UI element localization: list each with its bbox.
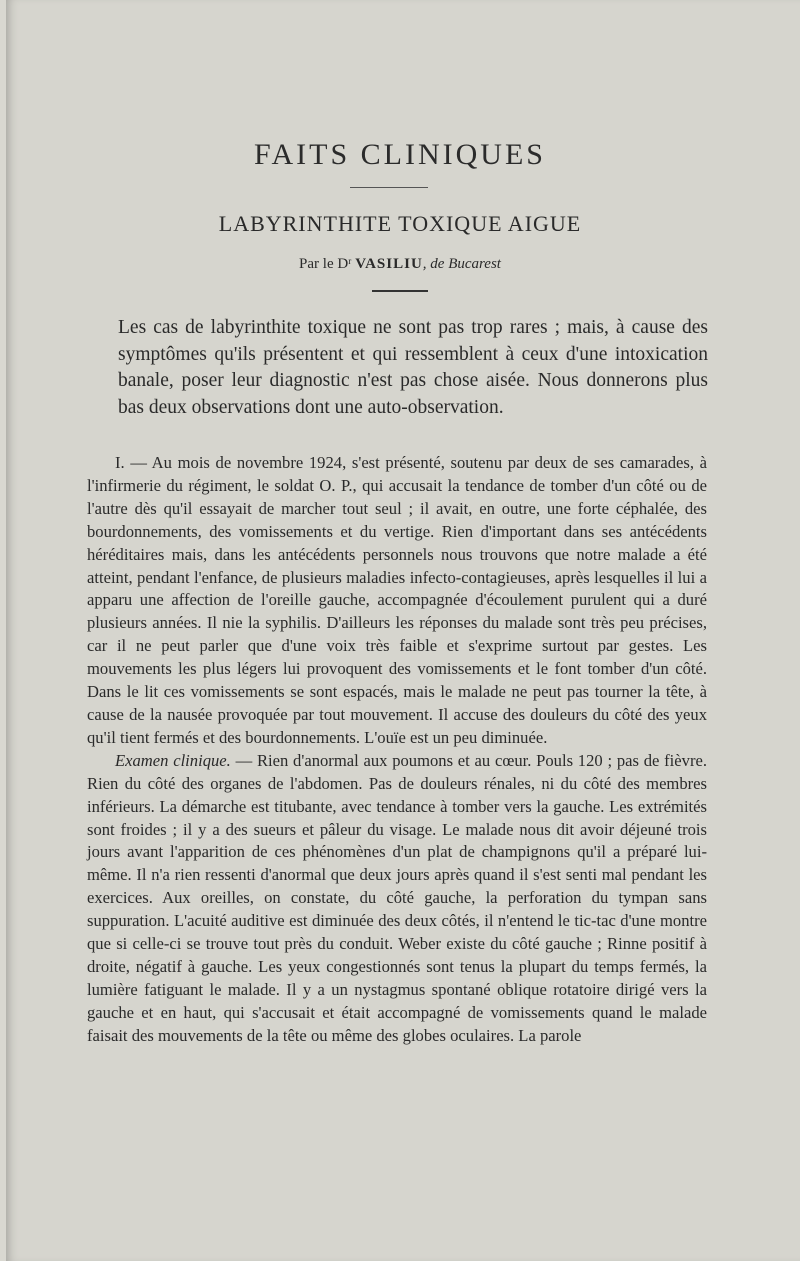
paragraph-examen-clinique xyxy=(87,750,707,1048)
divider-rule-short xyxy=(372,290,428,292)
intro-paragraph: Les cas de labyrinthite toxique ne sont pas trop rares ; mais, à cause des symptômes qu'ils présentent et qui ressemblent à ceux d'une intoxication banale, poser leur diagnostic n'est pas chose aisée. Nous donnerons plus bas deux observations dont une auto-observation. xyxy=(118,317,708,418)
body-text xyxy=(87,452,707,1048)
article-title: LABYRINTHITE TOXIQUE AIGUE xyxy=(218,211,582,236)
divider-rule xyxy=(350,187,428,188)
section-title: FAITS CLINIQUES xyxy=(254,138,546,171)
author-place: , de Bucarest xyxy=(422,256,501,272)
examen-clinique-text: — Rien d'anormal aux poumons et au cœur. Pouls 120 ; pas de fièvre. Rien du côté des organes de l'abdomen. Pas de douleurs rénales, ni du côté des membres inférieurs. La démarche est titubante, avec tendance à tomber vers la gauche. Les extrémités sont froides ; il y a des sueurs et pâleur du visage. Le malade nous dit avoir déjeuné trois jours avant l'apparition de ces phénomènes d'un plat de champignons qu'il a préparé lui-même. Il n'a rien ressenti d'anormal que deux jours après quand il s'est senti mal pendant les exercices. Aux oreilles, on constate, du côté gauche, la perforation du tympan sans suppuration. L'acuité auditive est diminuée des deux côtés, il n'entend le tic-tac d'une montre que si celle-ci se trouve tout près du conduit. Weber existe du côté gauche ; Rinne positif à droite, négatif à gauche. Les yeux congestionnés sont tenus la plupart du temps fermés, la lumière fatiguant le malade. Il y a un nystagmus spontané oblique rotatoire dirigé vers la gauche et en haut, qui s'accusait et était accompagné de vomissements quand le malade faisait des mouvements de la tête ou même des globes oculaires. La parole xyxy=(87,750,707,1045)
byline-prefix: Par le Dʳ xyxy=(299,256,356,272)
byline xyxy=(0,256,800,273)
author-name: VASILIU xyxy=(355,256,423,272)
examen-clinique-label: Examen clinique. xyxy=(115,750,231,770)
paragraph-observation-1: I. — Au mois de novembre 1924, s'est présenté, soutenu par deux de ses camarades, à l'infirmerie du régiment, le soldat O. P., qui accusait la tendance de tomber d'un côté ou de l'autre dès qu'il essayait de marcher tout seul ; il avait, en outre, une forte céphalée, des bourdonnements, des vomissements et du vertige. Rien d'important dans ses antécédents héréditaires mais, dans les antécédents personnels nous trouvons que notre malade a été atteint, pendant l'enfance, de plusieurs maladies infecto-contagieuses, après lesquelles il lui a apparu une affection de l'oreille gauche, accompagnée d'écoulement purulent qui a duré plusieurs années. Il nie la syphilis. D'ailleurs les réponses du malade sont très peu précises, car il ne peut parler que d'une voix très faible et s'exprime surtout par gestes. Les mouvements les plus légers lui provoquent des vomissements et le font tomber d'un côté. Dans le lit ces vomissements se sont espacés, mais le malade ne peut pas tourner la tête, à cause de la nausée provoquée par tout mouvement. Il accuse des douleurs du côté des yeux qu'il tient fermés et des bourdonnements. L'ouïe est un peu diminuée. xyxy=(87,453,707,747)
